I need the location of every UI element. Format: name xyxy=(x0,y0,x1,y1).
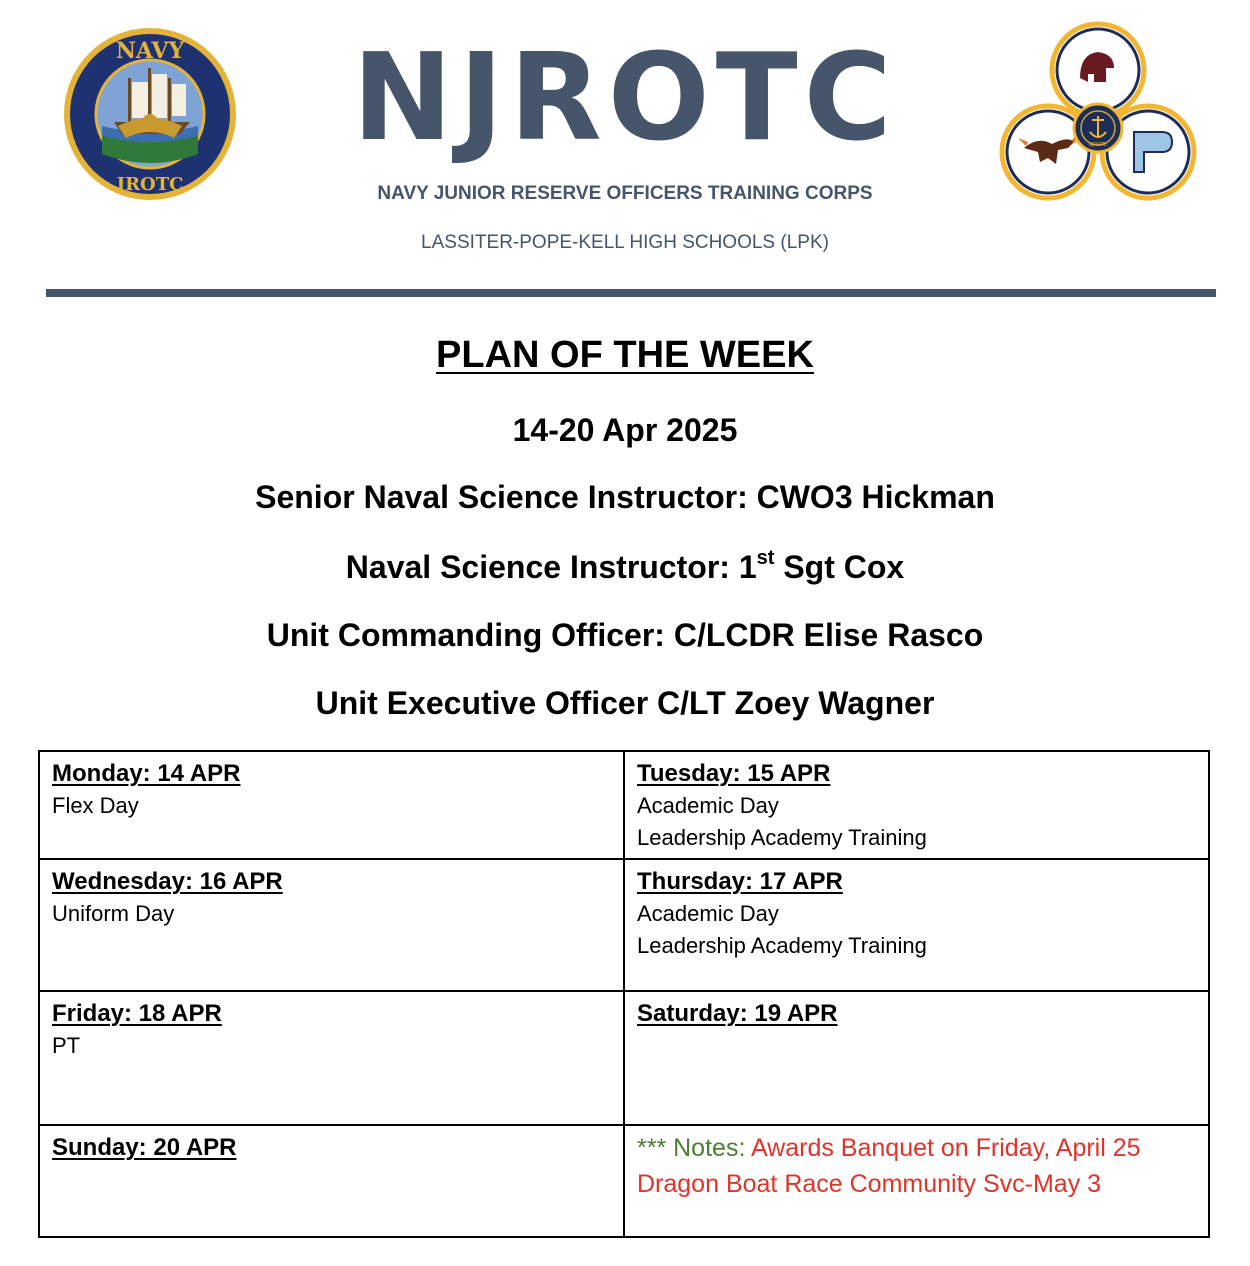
week-schedule-table xyxy=(38,750,1210,1238)
day-item: PT xyxy=(52,1033,81,1058)
day-item: Leadership Academy Training xyxy=(637,825,927,850)
day-item: Leadership Academy Training xyxy=(637,933,927,958)
commanding-officer-line: Unit Commanding Officer: C/LCDR Elise Rasco xyxy=(266,617,984,653)
day-item: Academic Day xyxy=(637,901,779,926)
day-item: Academic Day xyxy=(637,793,779,818)
day-heading: Wednesday: 16 APR xyxy=(52,868,283,895)
day-heading: Monday: 14 APR xyxy=(52,760,241,787)
plan-heading: PLAN OF THE WEEK xyxy=(436,334,814,376)
day-cell-saturday xyxy=(624,991,1209,1125)
emblem-bottom-text: JROTC xyxy=(116,174,184,195)
day-heading: Sunday: 20 APR xyxy=(52,1134,237,1161)
table-row xyxy=(39,1125,1209,1237)
emblem-top-text: NAVY xyxy=(115,38,185,64)
day-cell-monday xyxy=(39,751,624,859)
notes-cell xyxy=(624,1125,1209,1237)
day-item: Uniform Day xyxy=(52,901,175,926)
day-heading: Friday: 18 APR xyxy=(52,1000,222,1027)
header-divider xyxy=(46,289,1216,297)
day-cell-tuesday xyxy=(624,751,1209,859)
senior-instructor-line: Senior Naval Science Instructor: CWO3 Hickman xyxy=(255,479,995,515)
day-heading: Tuesday: 15 APR xyxy=(637,760,831,787)
table-row xyxy=(39,751,1209,859)
notes-dragon-boat: Dragon Boat Race Community Svc-May 3 xyxy=(637,1170,1102,1198)
day-heading: Thursday: 17 APR xyxy=(637,868,843,895)
table-row xyxy=(39,859,1209,991)
page-title: NJROTC xyxy=(352,29,898,168)
schools-name: LASSITER-POPE-KELL HIGH SCHOOLS (LPK) xyxy=(421,232,829,253)
notes-banquet: Awards Banquet on Friday, April 25 xyxy=(750,1134,1141,1162)
day-cell-thursday xyxy=(624,859,1209,991)
lpk-schools-logo xyxy=(998,18,1198,202)
organization-name: NAVY JUNIOR RESERVE OFFICERS TRAINING CORPS xyxy=(377,183,873,204)
instructor-line: Naval Science Instructor: 1st Sgt Cox xyxy=(345,547,905,585)
notes-label: *** Notes: xyxy=(637,1134,751,1162)
day-cell-friday xyxy=(39,991,624,1125)
day-cell-sunday xyxy=(39,1125,624,1237)
day-heading: Saturday: 19 APR xyxy=(637,1000,838,1027)
day-item: Flex Day xyxy=(52,793,139,818)
week-dates: 14-20 Apr 2025 xyxy=(512,412,738,448)
table-row xyxy=(39,991,1209,1125)
day-cell-wednesday xyxy=(39,859,624,991)
center-seal-text: NJROTC xyxy=(1088,142,1108,148)
executive-officer-line: Unit Executive Officer C/LT Zoey Wagner xyxy=(315,685,935,721)
